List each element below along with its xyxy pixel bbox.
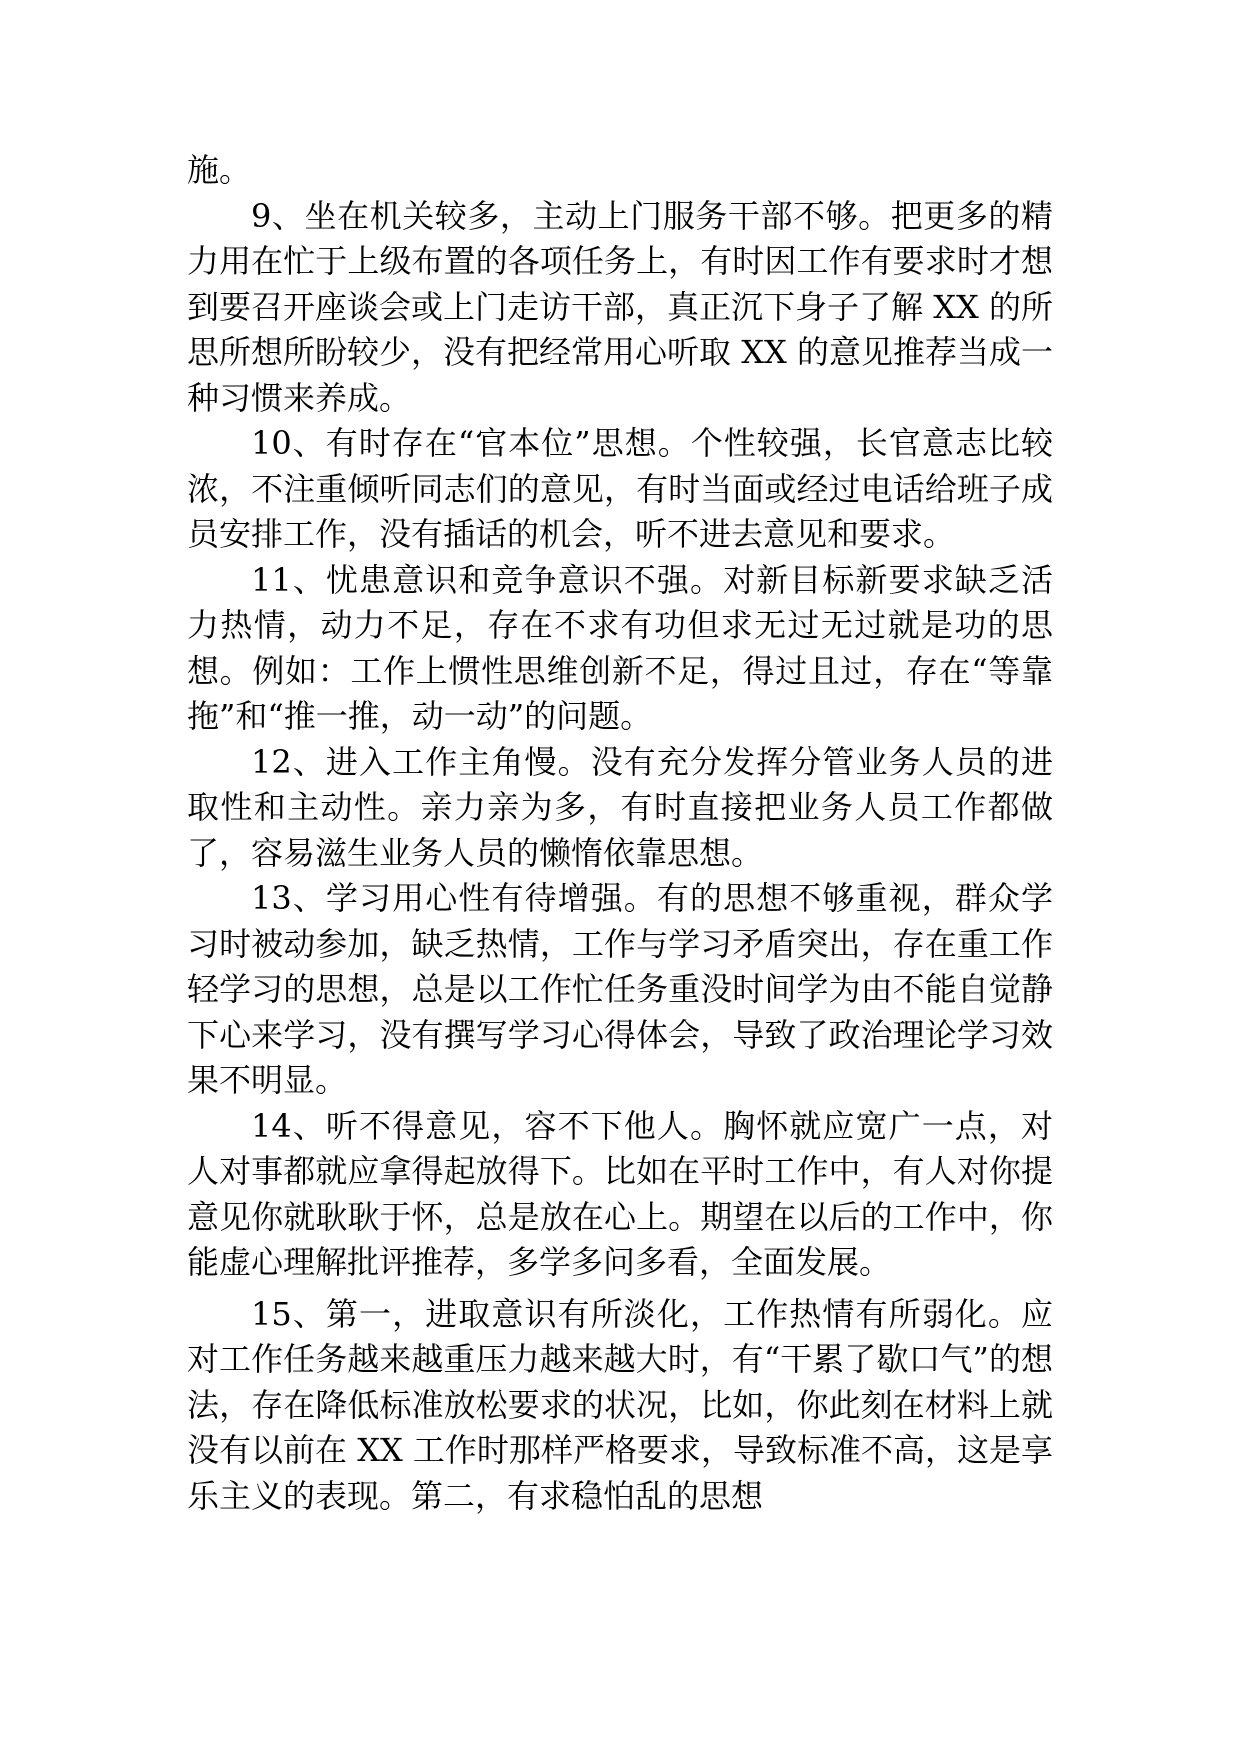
- paragraph-item-10: 10、有时存在“官本位”思想。个性较强，长官意志比较浓，不注重倾听同志们的意见，有时当面或经过电话给班子成员安排工作，没有插话的机会，听不进去意见和要求。: [187, 424, 1053, 553]
- document-body: [187, 148, 1053, 1519]
- paragraph-item-12: 12、进入工作主角慢。没有充分发挥分管业务人员的进取性和主动性。亲力亲为多，有时直接把业务人员工作都做了，容易滋生业务人员的懒惰依靠思想。: [187, 742, 1053, 872]
- paragraph-item-11: 11、忧患意识和竞争意识不强。对新目标新要求缺乏活力热情，动力不足，存在不求有功但求无过无过就是功的思想。例如：工作上惯性思维创新不足，得过且过，存在“等靠拖”和“推一推，动一动”的问题。: [187, 560, 1053, 735]
- paragraph-item-15: 15、第一，进取意识有所淡化，工作热情有所弱化。应对工作任务越来越重压力越来越大时，有“干累了歇口气”的想法，存在降低标准放松要求的状况，比如，你此刻在材料上就没有以前在 XX 工作时那样严格要求，导致标准不高，这是享乐主义的表现。第二，有求稳怕乱的思想: [187, 1294, 1053, 1515]
- paragraph-continuation: 施。: [187, 151, 252, 189]
- paragraph-item-9: 9、坐在机关较多，主动上门服务干部不够。把更多的精力用在忙于上级布置的各项任务上，有时因工作有要求时才想到要召开座谈会或上门走访干部，真正沉下身子了解 XX 的所思所想所盼较少，没有把经常用心听取 XX 的意见推荐当成一种习惯来养成。: [187, 196, 1053, 417]
- paragraph-item-13: 13、学习用心性有待增强。有的思想不够重视，群众学习时被动参加，缺乏热情，工作与学习矛盾突出，存在重工作轻学习的思想，总是以工作忙任务重没时间学为由不能自觉静下心来学习，没有撰写学习心得体会，导致了政治理论学习效果不明显。: [187, 879, 1053, 1099]
- paragraph-item-14: 14、听不得意见，容不下他人。胸怀就应宽广一点，对人对事都就应拿得起放得下。比如在平时工作中，有人对你提意见你就耿耿于怀，总是放在心上。期望在以后的工作中，你能虚心理解批评推荐，多学多问多看，全面发展。: [187, 1106, 1053, 1281]
